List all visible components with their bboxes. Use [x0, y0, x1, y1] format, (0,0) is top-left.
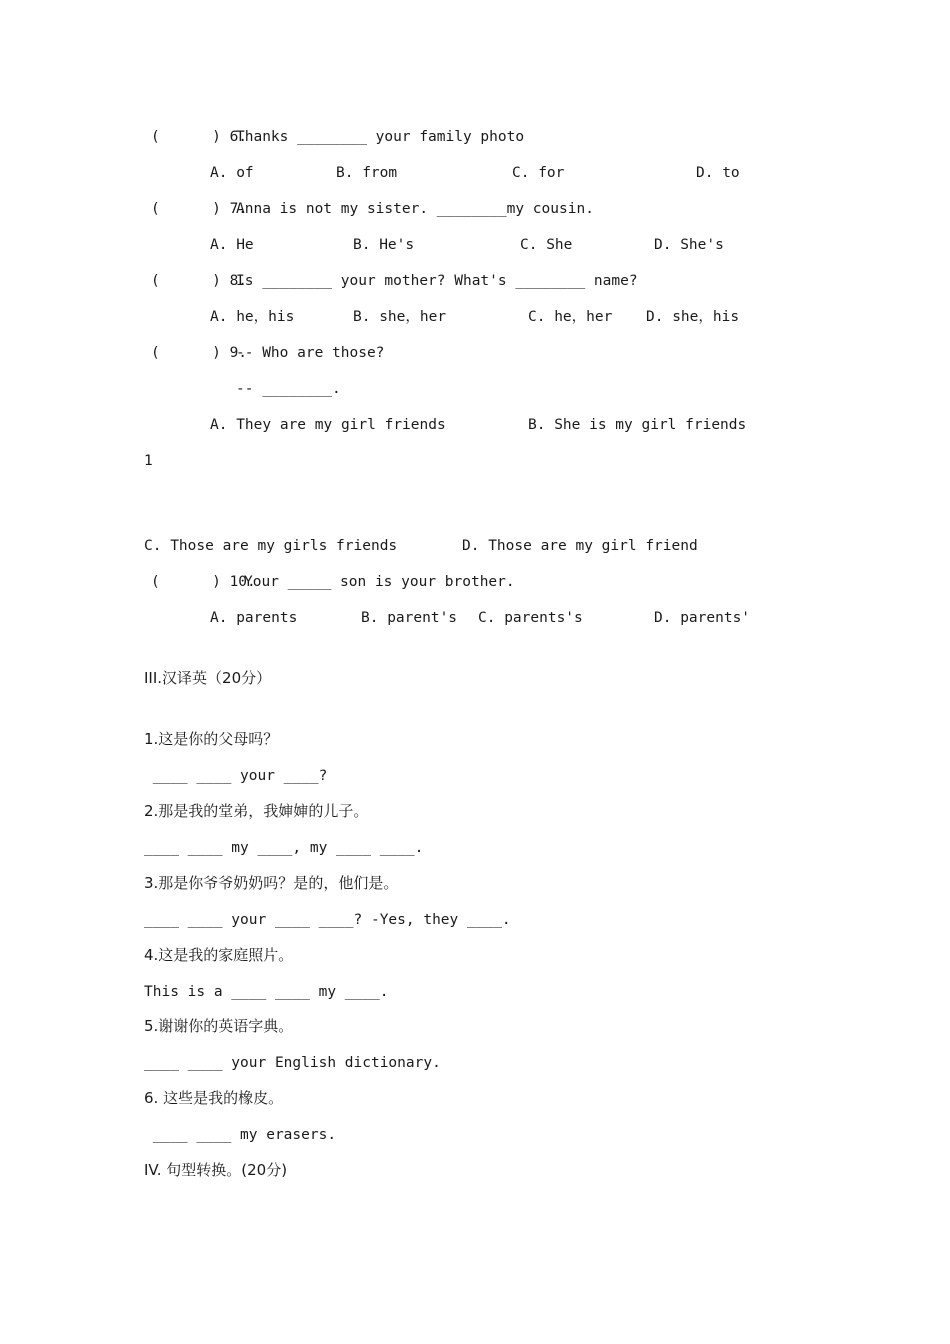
- q10-option-d: D. parents': [654, 610, 751, 626]
- q9-option-d: D. Those are my girl friend: [462, 538, 698, 554]
- q10-option-b: B. parent's: [361, 610, 458, 626]
- q7-paren: ( ) 7.: [151, 201, 248, 217]
- s3-item1-en: ____ ____ your ____?: [144, 768, 328, 784]
- q9-answer-line: -- ________.: [236, 381, 341, 397]
- s3-item6-cn: 6. 这些是我的橡皮。: [144, 1089, 284, 1107]
- s3-item3-cn: 3.那是你爷爷奶奶吗？是的，他们是。: [144, 874, 399, 892]
- q9-paren: ( ) 9.: [151, 345, 248, 361]
- q8-stem: Is ________ your mother? What's ________ name?: [236, 273, 638, 289]
- s3-item1-cn: 1.这是你的父母吗？: [144, 730, 279, 748]
- q6-option-a: A. of: [210, 165, 254, 181]
- section4-heading: IV. 句型转换。(20分): [144, 1161, 288, 1179]
- q7-option-d: D. She's: [654, 237, 724, 253]
- q7-stem: Anna is not my sister. ________my cousin.: [236, 201, 594, 217]
- q10-option-a: A. parents: [210, 610, 298, 626]
- page-number: 1: [144, 453, 153, 469]
- q7-option-a: A. He: [210, 237, 254, 253]
- q8-paren: ( ) 8.: [151, 273, 248, 289]
- q6-paren: ( ) 6.: [151, 129, 248, 145]
- q6-stem: Thanks ________ your family photo: [236, 129, 525, 145]
- s3-item4-en: This is a ____ ____ my ____.: [144, 984, 389, 1000]
- q8-option-b: B. she，her: [353, 309, 447, 325]
- q8-option-c: C. he，her: [528, 309, 613, 325]
- q9-stem: -- Who are those?: [236, 345, 385, 361]
- q10-paren: ( ) 10.: [151, 574, 256, 590]
- q6-option-c: C. for: [512, 165, 565, 181]
- q10-stem: Your _____ son is your brother.: [244, 574, 515, 590]
- q8-option-a: A. he，his: [210, 309, 295, 325]
- q9-option-c: C. Those are my girls friends: [144, 538, 398, 554]
- s3-item2-cn: 2.那是我的堂弟，我婶婶的儿子。: [144, 802, 369, 820]
- q10-option-c: C. parents's: [478, 610, 583, 626]
- q7-option-c: C. She: [520, 237, 573, 253]
- q6-option-d: D. to: [696, 165, 740, 181]
- s3-item5-cn: 5.谢谢你的英语字典。: [144, 1017, 294, 1035]
- s3-item3-en: ____ ____ your ____ ____? -Yes, they ____.: [144, 912, 511, 928]
- q7-option-b: B. He's: [353, 237, 415, 253]
- q9-option-a: A. They are my girl friends: [210, 417, 446, 433]
- q8-option-d: D. she，his: [646, 309, 740, 325]
- s3-item4-cn: 4.这是我的家庭照片。: [144, 946, 294, 964]
- q9-option-b: B. She is my girl friends: [528, 417, 747, 433]
- s3-item6-en: ____ ____ my erasers.: [144, 1127, 337, 1143]
- section3-heading: III.汉译英（20分）: [144, 669, 272, 687]
- q6-option-b: B. from: [336, 165, 398, 181]
- s3-item2-en: ____ ____ my ____, my ____ ____.: [144, 840, 424, 856]
- s3-item5-en: ____ ____ your English dictionary.: [144, 1055, 441, 1071]
